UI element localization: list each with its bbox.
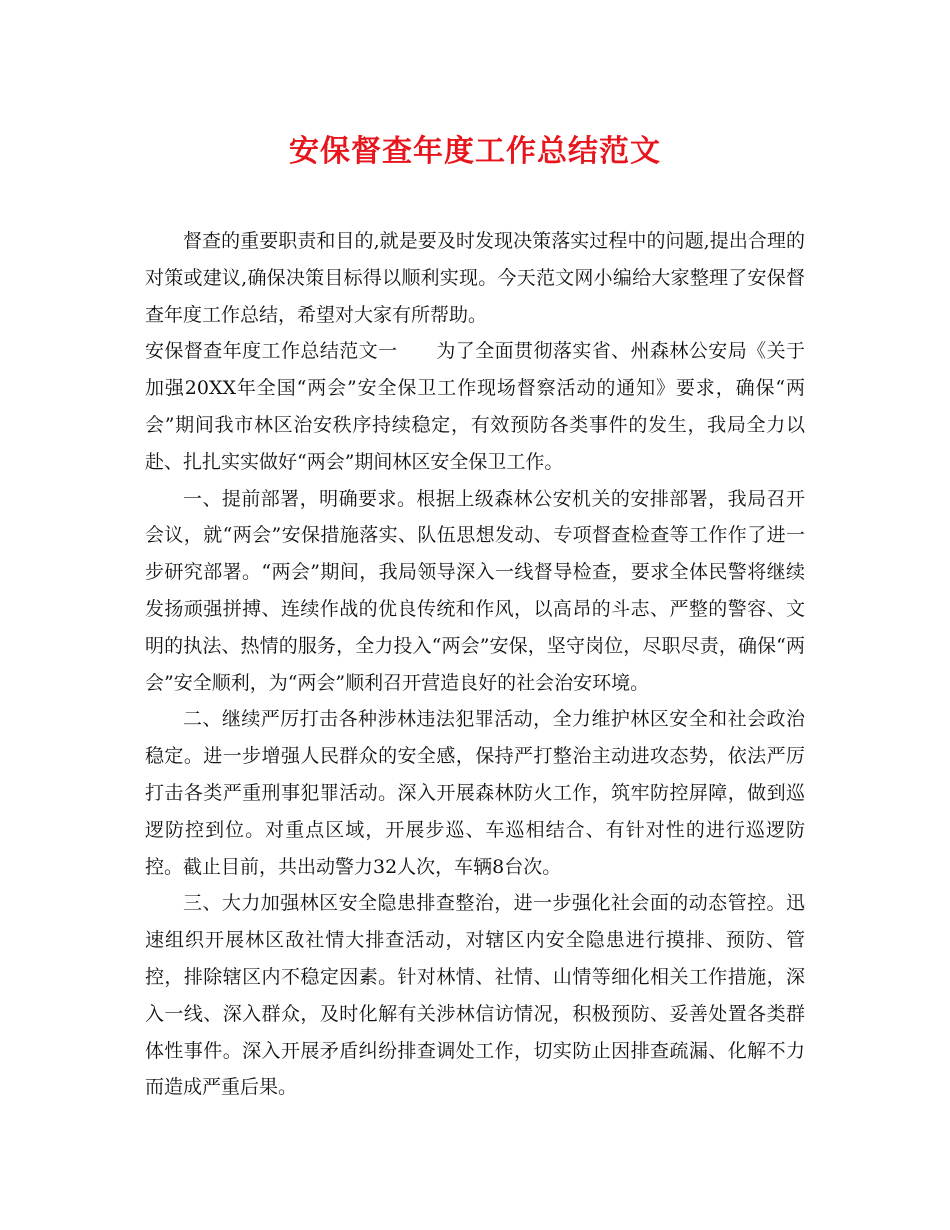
paragraph-section-three: 三、大力加强林区安全隐患排查整治，进一步强化社会面的动态管控。迅速组织开展林区敌社情大排查活动，对辖区内安全隐患进行摸排、预防、管控，排除辖区内不稳定因素。针对林情、社情、山情等细化相关工作措施，深入一线、深入群众，及时化解有关涉林信访情况，积极预防、妥善处置各类群体性事件。深入开展矛盾纠纷排查调处工作，切实防止因排查疏漏、化解不力而造成严重后果。 (145, 892, 805, 1099)
document-title: 安保督查年度工作总结范文 (289, 134, 661, 169)
paragraph-section-one: 一、提前部署，明确要求。根据上级森林公安机关的安排部署，我局召开会议，就“两会”安保措施落实、队伍思想发动、专项督查检查等工作作了进一步研究部署。“两会”期间，我局领导深入一线督导检查，要求全体民警将继续发扬顽强拼搏、连续作战的优良传统和作风，以高昂的斗志、严整的警容、文明的执法、热情的服务，全力投入“两会”安保，坚守岗位，尽职尽责，确保“两会”安全顺利，为“两会”顺利召开营造良好的社会治安环境。 (145, 487, 805, 694)
paragraph-sample-one: 安保督查年度工作总结范文一 为了全面贯彻落实省、州森林公安局《关于加强20XX年全国“两会”安全保卫工作现场督察活动的通知》要求，确保“两会”期间我市林区治安秩序持续稳定，有效预防各类事件的发生，我局全力以赴、扎扎实实做好“两会”期间林区安全保卫工作。 (145, 340, 805, 473)
paragraph-intro: 督查的重要职责和目的,就是要及时发现决策落实过程中的问题,提出合理的对策或建议,确保决策目标得以顺利实现。今天范文网小编给大家整理了安保督查年度工作总结，希望对大家有所帮助。 (145, 230, 805, 326)
paragraph-section-two: 二、继续严厉打击各种涉林违法犯罪活动，全力维护林区安全和社会政治稳定。进一步增强人民群众的安全感，保持严打整治主动进攻态势，依法严厉打击各类严重刑事犯罪活动。深入开展森林防火工作，筑牢防控屏障，做到巡逻防控到位。对重点区域，开展步巡、车巡相结合、有针对性的进行巡逻防控。截止目前，共出动警力32人次，车辆8台次。 (145, 708, 805, 878)
document-page (145, 0, 805, 1106)
document-body (145, 223, 805, 1106)
